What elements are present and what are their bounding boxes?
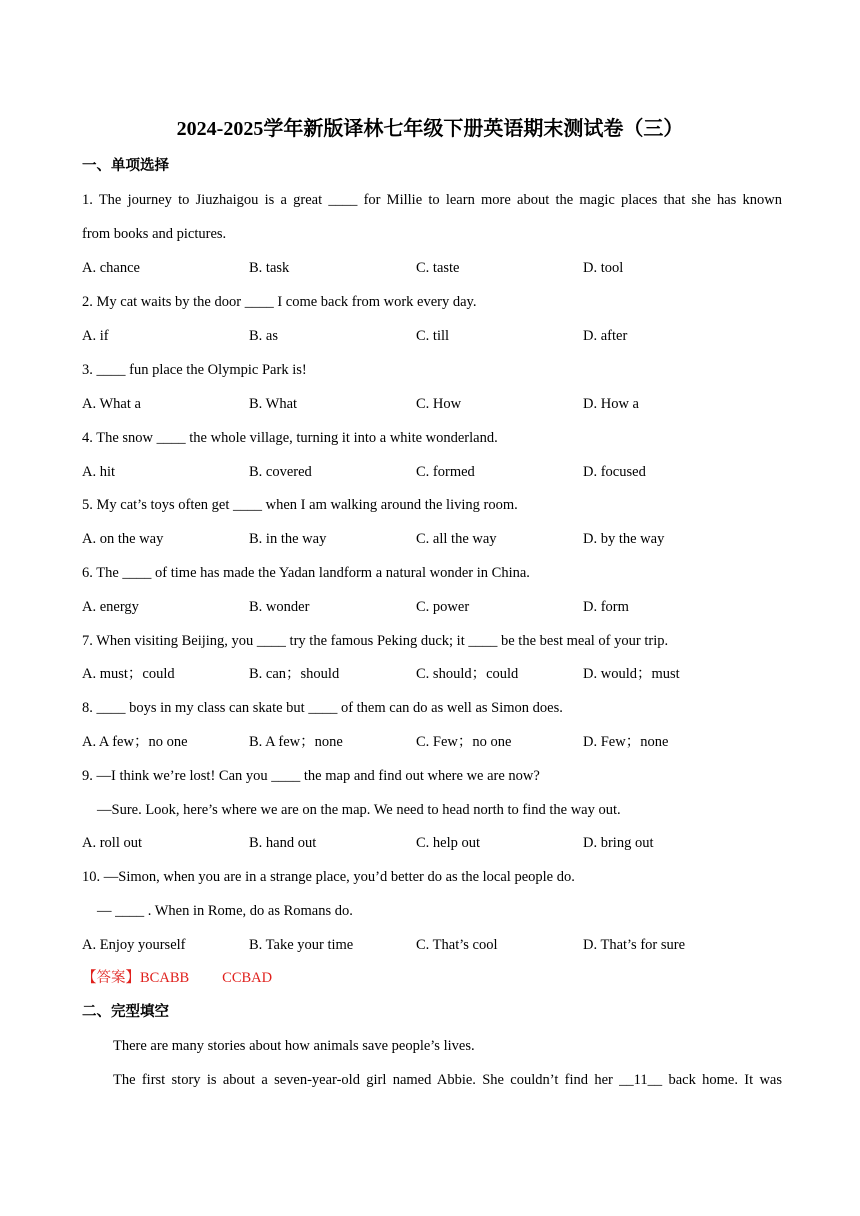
- question-1-option-c: C. taste: [416, 260, 460, 276]
- question-4-option-a: A. hit: [82, 464, 116, 480]
- answer-group-1: BCABB: [140, 970, 190, 986]
- question-10-option-d: D. That’s for sure: [583, 937, 686, 953]
- question-9-option-c: C. help out: [416, 835, 481, 851]
- passage-paragraph-2: The first story is about a seven-year-old girl named Abbie. She couldn’t find her __11__ back home. It was: [113, 1072, 782, 1088]
- question-6-option-a: A. energy: [82, 599, 139, 615]
- question-10-option-c: C. That’s cool: [416, 937, 498, 953]
- question-5-option-b: B. in the way: [249, 531, 327, 547]
- question-8-option-a: A. A few；no one: [82, 734, 188, 750]
- question-4-option-b: B. covered: [249, 464, 312, 480]
- question-2-option-d: D. after: [583, 328, 628, 344]
- question-6: 6. The ____ of time has made the Yadan landform a natural wonder in China.: [82, 565, 530, 581]
- question-1-option-b: B. task: [249, 260, 290, 276]
- question-3-option-d: D. How a: [583, 396, 639, 412]
- question-2-option-b: B. as: [249, 328, 278, 344]
- question-8-option-b: B. A few；none: [249, 734, 343, 750]
- question-10-option-a: A. Enjoy yourself: [82, 937, 186, 953]
- question-3-option-b: B. What: [249, 396, 298, 412]
- question-1-option-a: A. chance: [82, 260, 140, 276]
- question-4-option-d: D. focused: [583, 464, 646, 480]
- question-7-option-b: B. can；should: [249, 666, 340, 682]
- question-10-option-b: B. Take your time: [249, 937, 354, 953]
- question-9-line-2: —Sure. Look, here’s where we are on the map. We need to head north to find the way out.: [97, 802, 621, 818]
- question-9-option-d: D. bring out: [583, 835, 654, 851]
- question-10-line-2: — ____ . When in Rome, do as Romans do.: [97, 903, 353, 919]
- question-7-option-a: A. must；could: [82, 666, 175, 682]
- question-6-option-d: D. form: [583, 599, 629, 615]
- question-2-option-a: A. if: [82, 328, 109, 344]
- question-8: 8. ____ boys in my class can skate but ____ of them can do as well as Simon does.: [82, 700, 563, 716]
- question-5: 5. My cat’s toys often get ____ when I am walking around the living room.: [82, 497, 518, 513]
- question-7-option-c: C. should；could: [416, 666, 519, 682]
- question-9-line-1: 9. —I think we’re lost! Can you ____ the map and find out where we are now?: [82, 768, 540, 784]
- page-title: 2024-2025学年新版译林七年级下册英语期末测试卷（三）: [176, 118, 684, 140]
- question-9-option-a: A. roll out: [82, 835, 143, 851]
- question-3: 3. ____ fun place the Olympic Park is!: [82, 362, 307, 378]
- question-1-line-1: 1. The journey to Jiuzhaigou is a great ____ for Millie to learn more about the magic places that she has known: [82, 192, 782, 208]
- question-5-option-c: C. all the way: [416, 531, 497, 547]
- question-10-line-1: 10. —Simon, when you are in a strange place, you’d better do as the local people do.: [82, 869, 575, 885]
- question-3-option-c: C. How: [416, 396, 462, 412]
- question-8-option-d: D. Few；none: [583, 734, 669, 750]
- question-6-option-c: C. power: [416, 599, 470, 615]
- question-2: 2. My cat waits by the door ____ I come back from work every day.: [82, 294, 477, 310]
- question-4-option-c: C. formed: [416, 464, 475, 480]
- question-1-option-d: D. tool: [583, 260, 624, 276]
- question-7-option-d: D. would；must: [583, 666, 680, 682]
- section-heading-single-choice: 一、单项选择: [82, 158, 169, 174]
- passage-paragraph-1: There are many stories about how animals save people’s lives.: [113, 1038, 475, 1054]
- question-2-option-c: C. till: [416, 328, 450, 344]
- question-8-option-c: C. Few；no one: [416, 734, 512, 750]
- question-4: 4. The snow ____ the whole village, turning it into a white wonderland.: [82, 430, 498, 446]
- question-1-line-2: from books and pictures.: [82, 226, 227, 242]
- answer-label: 【答案】: [82, 970, 140, 986]
- question-5-option-a: A. on the way: [82, 531, 164, 547]
- answer-key: [82, 968, 272, 988]
- question-7: 7. When visiting Beijing, you ____ try the famous Peking duck; it ____ be the best meal of your trip.: [82, 633, 669, 649]
- question-5-option-d: D. by the way: [583, 531, 665, 547]
- question-3-option-a: A. What a: [82, 396, 141, 412]
- section-heading-cloze: 二、完型填空: [82, 1004, 169, 1020]
- question-9-option-b: B. hand out: [249, 835, 317, 851]
- answer-group-2: CCBAD: [222, 970, 273, 986]
- question-6-option-b: B. wonder: [249, 599, 310, 615]
